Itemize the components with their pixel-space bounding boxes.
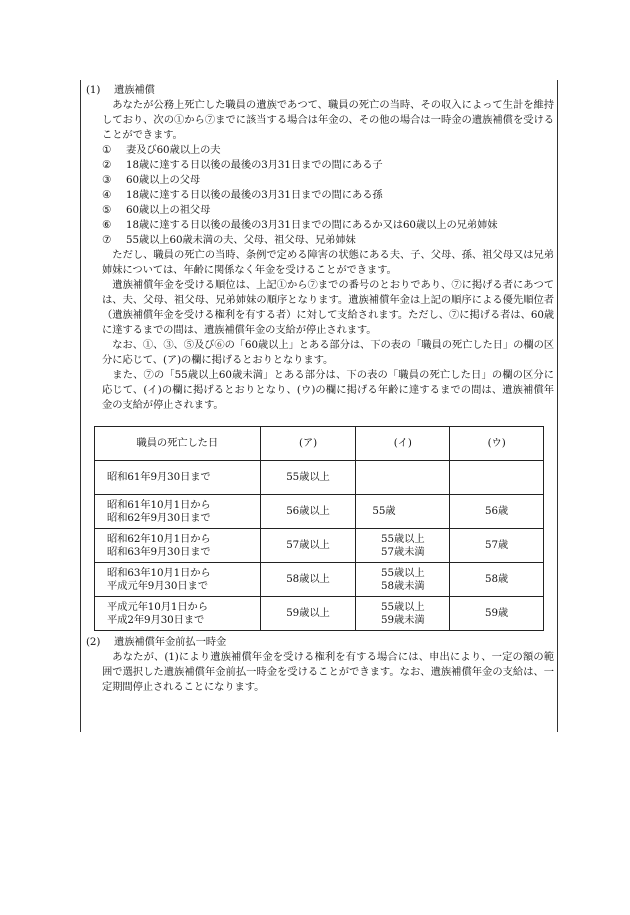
section2-title: 遺族補償年金前払一時金	[114, 636, 227, 648]
cell-i: 55歳	[356, 495, 450, 529]
cell-i: 55歳以上 59歳未満	[356, 597, 450, 631]
cell-u: 58歳	[450, 563, 544, 597]
section2-paragraph: あなたが、(1)により遺族補償年金を受ける権利を有する場合には、申出により、一定の額の範囲で選択した遺族補償年金前払一時金を受けることができます。なお、遺族補償年金の支給は、一定期間停止されることになります。	[102, 651, 554, 693]
beneficiary-list	[86, 143, 554, 248]
list-item: ⑤ 60歳以上の祖父母	[102, 204, 211, 216]
section1-intro: あなたが公務上死亡した職員の遺族であつて、職員の死亡の当時、その収入によって生計を維持しており、次の①から⑦までに該当する場合は年金の、その他の場合は一時金の遺族補償を受けることができます。	[102, 99, 554, 141]
cell-i: 55歳以上 58歳未満	[356, 563, 450, 597]
cell-i: 55歳以上 57歳未満	[356, 529, 450, 563]
cell-i	[356, 461, 450, 495]
cell-date: 昭和62年10月1日から 昭和63年9月30日まで	[95, 529, 261, 563]
cell-u: 57歳	[450, 529, 544, 563]
cell-date: 昭和61年9月30日まで	[95, 461, 261, 495]
paragraph-age-b: また、⑦の「55歳以上60歳未満」とある部分は、下の表の「職員の死亡した日」の欄の区分に応じて、(イ)の欄に掲げるとおりとなり、(ウ)の欄に掲げる年齢に達するまでの間は、遺族補償年金の支給が停止されます。	[102, 369, 554, 411]
paragraph-disability: ただし、職員の死亡の当時、条例で定める障害の状態にある夫、子、父母、孫、祖父母又は兄弟姉妹については、年齢に関係なく年金を受けることができます。	[102, 249, 554, 276]
table-row	[95, 495, 544, 529]
table-row	[95, 597, 544, 631]
list-item: ① 妻及び60歳以上の夫	[102, 144, 221, 156]
paragraph-priority: 遺族補償年金を受ける順位は、上記①から⑦までの番号のとおりであり、⑦に掲げる者にあつては、夫、父母、祖父母、兄弟姉妹の順序となります。遺族補償年金は上記の順序による優先順位者（遺族補償年金を受ける権利を有する者）に対して支給されます。ただし、⑦に掲げる者は、60歳に達するまでの間は、遺族補償年金の支給が停止されます。	[102, 279, 554, 336]
cell-a: 59歳以上	[260, 597, 356, 631]
cell-u: 59歳	[450, 597, 544, 631]
section2-heading: (2) 遺族補償年金前払一時金	[86, 636, 227, 648]
cell-a: 57歳以上	[260, 529, 356, 563]
section1-title: 遺族補償	[114, 84, 155, 96]
cell-date: 平成元年10月1日から 平成2年9月30日まで	[95, 597, 261, 631]
table-row	[95, 529, 544, 563]
table-row	[95, 461, 544, 495]
list-item: ⑦ 55歳以上60歳未満の夫、父母、祖父母、兄弟姉妹	[102, 234, 356, 246]
document-body	[86, 83, 554, 695]
list-item: ④ 18歳に達する日以後の最後の3月31日までの間にある孫	[102, 189, 383, 201]
section1-heading: (1) 遺族補償	[86, 84, 155, 96]
col-header-i: (イ)	[356, 427, 450, 461]
cell-date: 昭和63年10月1日から 平成元年9月30日まで	[95, 563, 261, 597]
table-header-row	[95, 427, 544, 461]
cell-u	[450, 461, 544, 495]
col-header-u: (ウ)	[450, 427, 544, 461]
cell-date: 昭和61年10月1日から 昭和62年9月30日まで	[95, 495, 261, 529]
list-item: ⑥ 18歳に達する日以後の最後の3月31日までの間にあるか又は60歳以上の兄弟姉妹	[102, 219, 498, 231]
age-table	[94, 426, 544, 631]
list-item: ② 18歳に達する日以後の最後の3月31日までの間にある子	[102, 159, 383, 171]
paragraph-age-a: なお、①、③、⑤及び⑥の「60歳以上」とある部分は、下の表の「職員の死亡した日」の欄の区分に応じて、(ア)の欄に掲げるとおりとなります。	[102, 339, 554, 366]
cell-a: 58歳以上	[260, 563, 356, 597]
cell-a: 55歳以上	[260, 461, 356, 495]
cell-u: 56歳	[450, 495, 544, 529]
cell-a: 56歳以上	[260, 495, 356, 529]
col-header-a: (ア)	[260, 427, 356, 461]
list-item: ③ 60歳以上の父母	[102, 174, 201, 186]
table-row	[95, 563, 544, 597]
col-header-date: 職員の死亡した日	[95, 427, 261, 461]
